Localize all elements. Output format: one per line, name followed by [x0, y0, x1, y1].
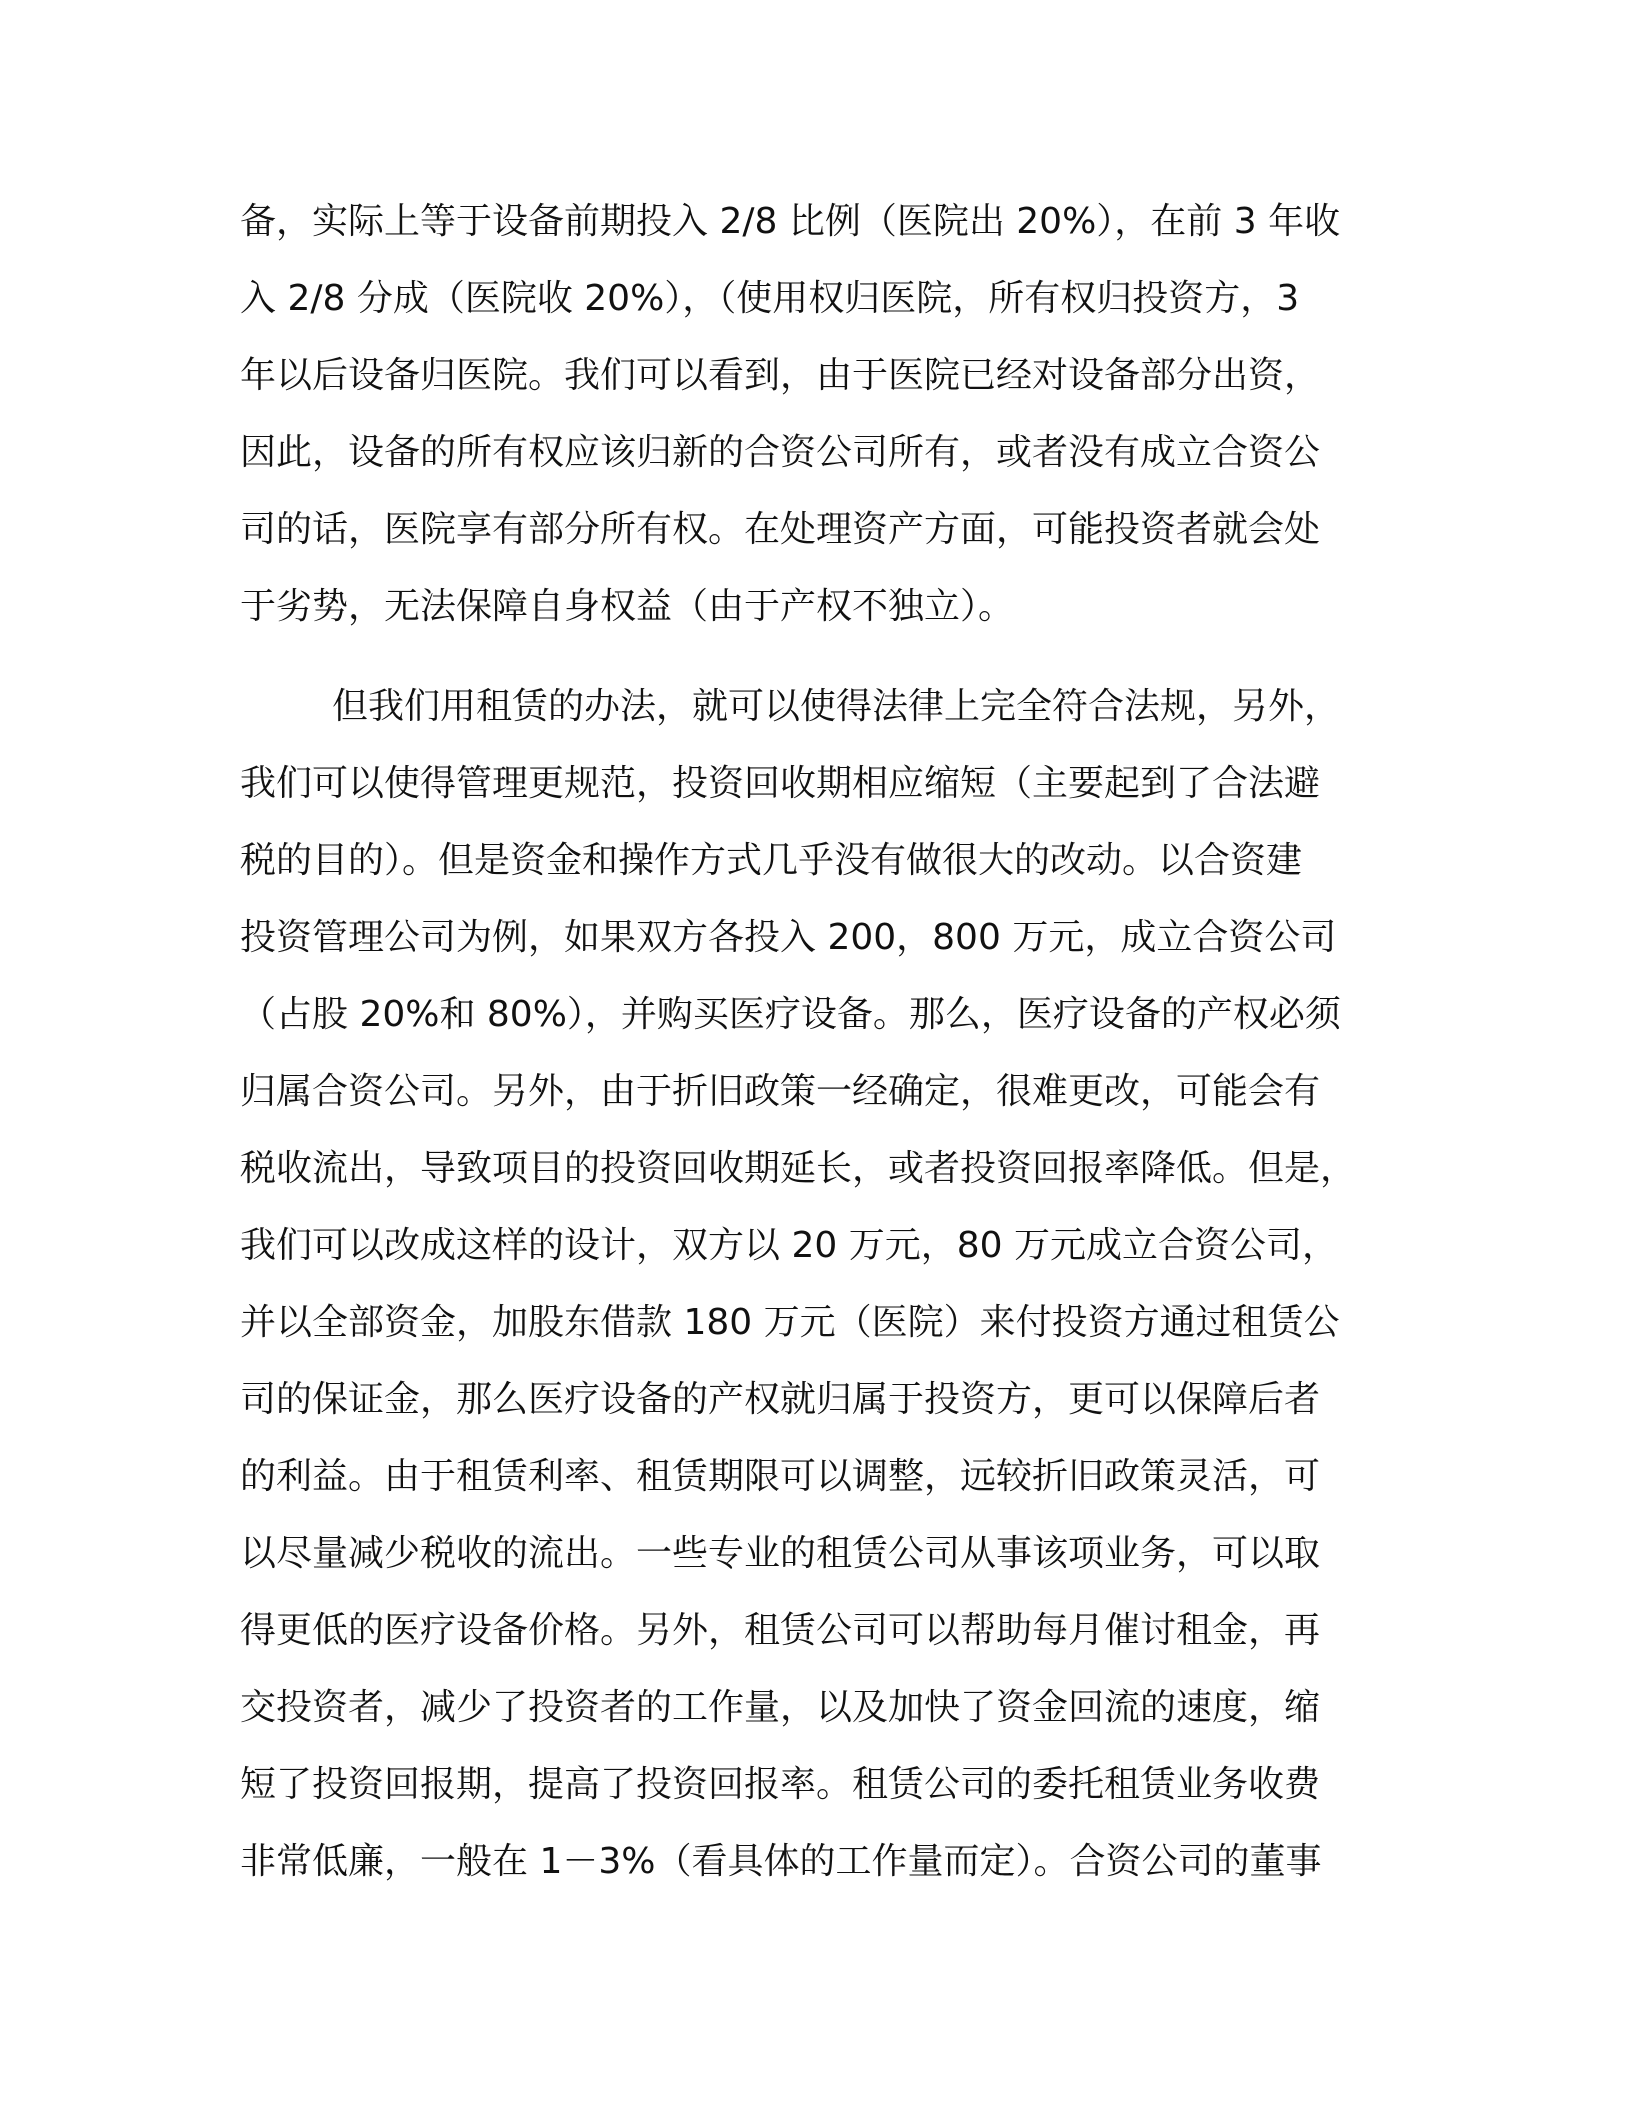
- paragraph-line: 因此，设备的所有权应该归新的合资公司所有，或者没有成立合资公: [240, 432, 1321, 473]
- paragraph-line: 我们可以使得管理更规范，投资回收期相应缩短（主要起到了合法避: [240, 763, 1321, 804]
- paragraph-line: 税的目的）。但是资金和操作方式几乎没有做很大的改动。以合资建: [240, 840, 1303, 881]
- paragraph-line: 并以全部资金，加股东借款 180 万元（医院）来付投资方通过租赁公: [240, 1302, 1340, 1343]
- paragraph-line: 归属合资公司。另外，由于折旧政策一经确定，很难更改，可能会有: [240, 1071, 1321, 1112]
- paragraph-line: 我们可以改成这样的设计，双方以 20 万元，80 万元成立合资公司，: [240, 1225, 1338, 1266]
- paragraph-line: 以尽量减少税收的流出。一些专业的租赁公司从事该项业务，可以取: [240, 1533, 1321, 1574]
- paragraph-line: 非常低廉，一般在 1－3%（看具体的工作量而定）。合资公司的董事: [240, 1841, 1322, 1882]
- paragraph-line: （占股 20%和 80%），并购买医疗设备。那么，医疗设备的产权必须: [240, 994, 1341, 1035]
- paragraph-2: [240, 668, 1400, 1900]
- paragraph-line: 备，实际上等于设备前期投入 2/8 比例（医院出 20%），在前 3 年收: [240, 201, 1341, 242]
- paragraph-1: [240, 183, 1400, 645]
- paragraph-line: 交投资者，减少了投资者的工作量，以及加快了资金回流的速度，缩: [240, 1687, 1321, 1728]
- paragraph-line: 得更低的医疗设备价格。另外，租赁公司可以帮助每月催讨租金，再: [240, 1610, 1321, 1651]
- paragraph-line: 入 2/8 分成（医院收 20%），（使用权归医院，所有权归投资方，3: [240, 278, 1300, 319]
- paragraph-line: 司的话，医院享有部分所有权。在处理资产方面，可能投资者就会处: [240, 509, 1321, 550]
- paragraph-line: 于劣势，无法保障自身权益（由于产权不独立）。: [240, 586, 1015, 627]
- paragraph-line: 但我们用租赁的办法，就可以使得法律上完全符合法规，另外，: [332, 686, 1341, 727]
- paragraph-line: 投资管理公司为例，如果双方各投入 200，800 万元，成立合资公司: [240, 917, 1337, 958]
- paragraph-line: 司的保证金，那么医疗设备的产权就归属于投资方，更可以保障后者: [240, 1379, 1321, 1420]
- paragraph-line: 的利益。由于租赁利率、租赁期限可以调整，远较折旧政策灵活，可: [240, 1456, 1321, 1497]
- paragraph-line: 税收流出，导致项目的投资回收期延长，或者投资回报率降低。但是，: [240, 1148, 1357, 1189]
- paragraph-line: 短了投资回报期，提高了投资回报率。租赁公司的委托租赁业务收费: [240, 1764, 1321, 1805]
- paragraph-line: 年以后设备归医院。我们可以看到，由于医院已经对设备部分出资，: [240, 355, 1321, 396]
